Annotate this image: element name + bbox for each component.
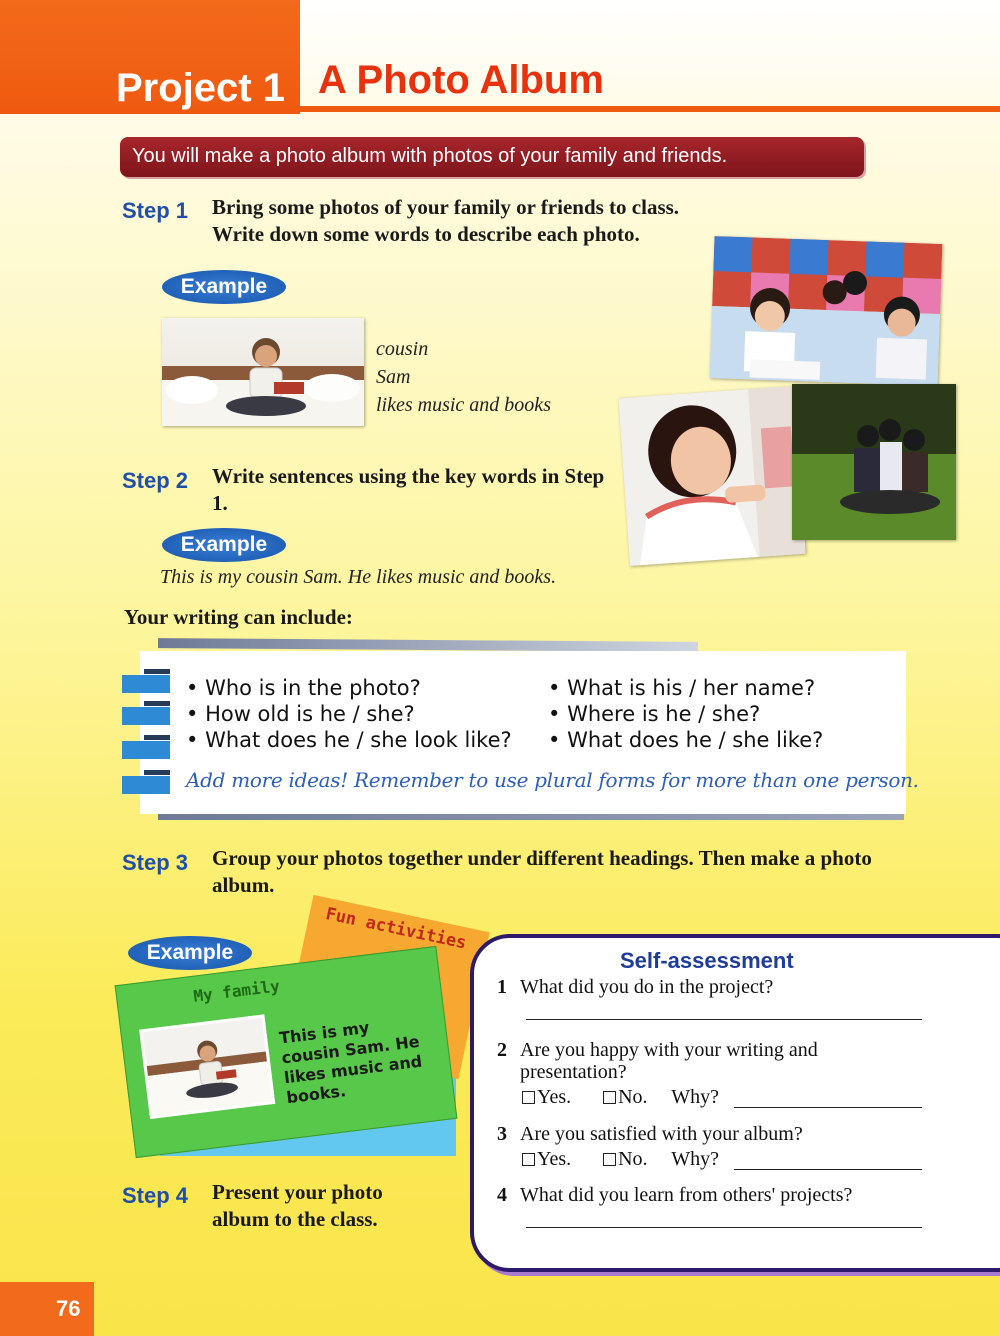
project-label: Project 1 — [116, 66, 285, 110]
classroom-photo-image — [710, 236, 943, 386]
step2-example-badge: Example — [162, 528, 286, 562]
family-photo-image — [792, 384, 956, 540]
step2-text: Write sentences using the key words in Step 1. — [212, 464, 605, 515]
fun-activities-title: Fun activities — [323, 904, 469, 954]
step1-text: Bring some photos of your family or friends to class. Write down some words to describe each photo. — [212, 195, 680, 246]
question-item: • Where is he / she? — [548, 702, 761, 726]
sa-question-1: What did you do in the project? — [520, 976, 774, 998]
album-sam-photo — [139, 1014, 275, 1119]
step3-example-badge: Example — [128, 936, 252, 970]
binder-tab-2 — [122, 707, 170, 725]
binder-tab-1 — [122, 675, 170, 693]
sam-photo-image — [162, 318, 364, 426]
family-photo — [792, 384, 956, 540]
girl-photo-image — [618, 386, 805, 566]
step2-label: Step 2 — [122, 468, 189, 493]
sa-question-2-line2: presentation? — [520, 1061, 627, 1083]
question-item: • What does he / she look like? — [186, 728, 512, 752]
sa-num-2: 2 — [497, 1039, 507, 1061]
writing-bottom-bar — [158, 814, 904, 820]
no-checkbox[interactable] — [603, 1091, 616, 1104]
question-item: • How old is he / she? — [186, 702, 415, 726]
step3-text: Group your photos together under different headings. Then make a photo album. — [212, 846, 872, 897]
sa-num-4: 4 — [497, 1184, 507, 1206]
page-title: A Photo Album — [318, 58, 604, 102]
sam-photo — [162, 318, 364, 426]
step1-example-badge: Example — [162, 270, 286, 304]
sa-options-2: Yes. No. Why? — [522, 1086, 719, 1108]
step4-text: Present your photo album to the class. — [212, 1180, 383, 1231]
more-ideas-note: Add more ideas! Remember to use plural forms for more than one person. — [186, 768, 919, 792]
sa-options-3: Yes. No. Why? — [522, 1148, 719, 1170]
example-word-1: cousin — [376, 338, 429, 360]
my-family-caption: This is my cousin Sam. He likes music and books. — [278, 1017, 424, 1108]
intro-text: You will make a photo album with photos of your family and friends. — [132, 145, 728, 167]
sa-answer-line-4[interactable] — [526, 1227, 922, 1228]
classroom-photo — [710, 236, 943, 386]
sa-num-3: 3 — [497, 1123, 507, 1145]
sa-num-1: 1 — [497, 976, 507, 998]
step2-example-sentence: This is my cousin Sam. He likes music and books. — [160, 566, 557, 588]
no-checkbox[interactable] — [603, 1153, 616, 1166]
binder-tab-3 — [122, 741, 170, 759]
step3-label: Step 3 — [122, 850, 189, 875]
question-item: • What does he / she like? — [548, 728, 824, 752]
sa-question-4: What did you learn from others' projects? — [520, 1184, 853, 1206]
writing-top-bar — [158, 638, 698, 652]
binder-tab-4 — [122, 776, 170, 794]
example-word-3: likes music and books — [376, 394, 551, 416]
writing-heading: Your writing can include: — [124, 605, 353, 629]
sa-why-line-3[interactable] — [734, 1169, 922, 1170]
girl-photo — [618, 386, 805, 566]
my-family-title: My family — [192, 976, 281, 1006]
sa-answer-line-1[interactable] — [526, 1019, 922, 1020]
album-sam-photo-image — [143, 1018, 272, 1116]
step1-label: Step 1 — [122, 198, 189, 223]
page-number: 76 — [56, 1296, 81, 1321]
example-word-2: Sam — [376, 366, 411, 388]
sa-question-2-line1: Are you happy with your writing and — [520, 1039, 818, 1061]
sa-question-3: Are you satisfied with your album? — [520, 1123, 803, 1145]
yes-checkbox[interactable] — [522, 1153, 535, 1166]
header-rule — [300, 106, 1000, 112]
question-item: • What is his / her name? — [548, 676, 816, 700]
question-item: • Who is in the photo? — [186, 676, 421, 700]
sa-why-line-2[interactable] — [734, 1107, 922, 1108]
self-assessment-title: Self-assessment — [620, 948, 794, 973]
yes-checkbox[interactable] — [522, 1091, 535, 1104]
step4-label: Step 4 — [122, 1183, 189, 1208]
